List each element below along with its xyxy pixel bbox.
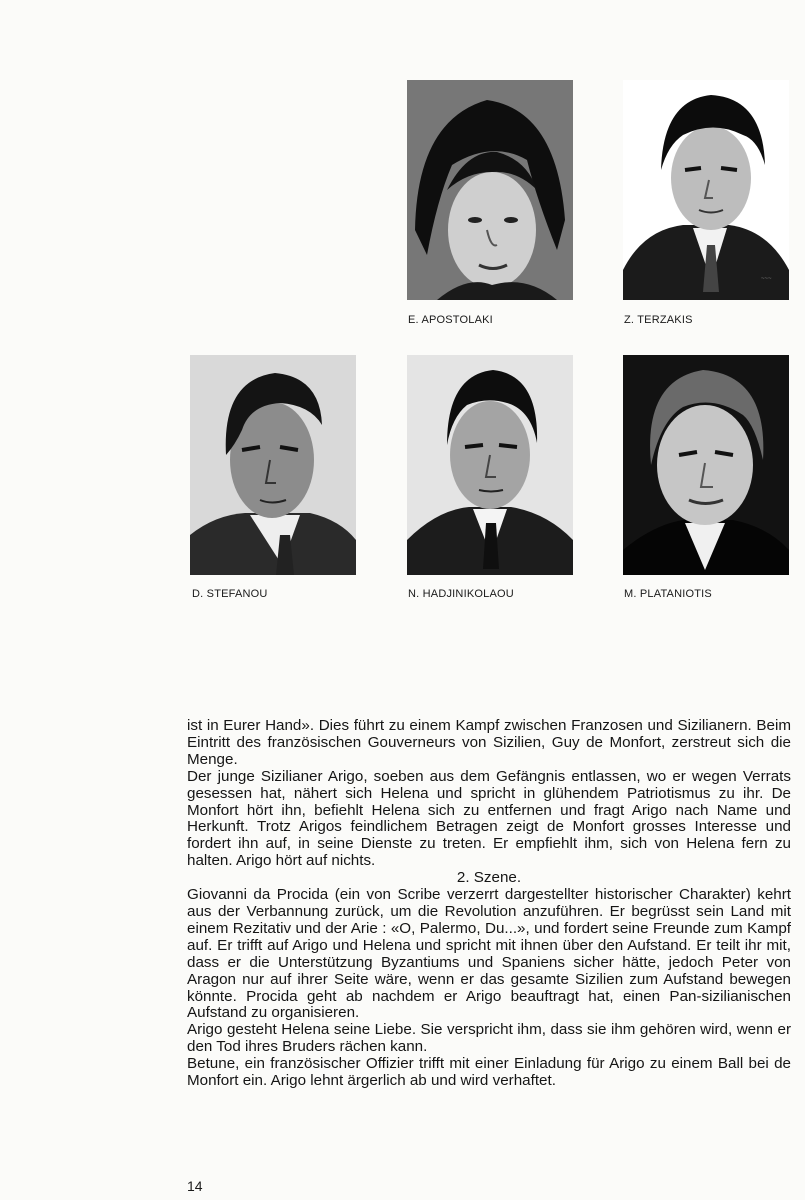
caption-hadjinikolaou: N. HADJINIKOLAOU: [408, 588, 514, 600]
svg-text:~~~: ~~~: [761, 276, 772, 282]
paragraph-4: Arigo gesteht Helena seine Liebe. Sie verspricht ihm, dass sie ihm gehören wird, wenn er den Tod ihres Bruders rächen kann.: [187, 1021, 791, 1056]
portrait-photo-stefanou: [190, 355, 356, 575]
scene-heading: 2. Szene.: [456, 869, 522, 887]
paragraph-1: ist in Eurer Hand». Dies führt zu einem Kampf zwischen Franzosen und Sizilianern. Beim Eintritt des französischen Gouverneurs von Sizilien, Guy de Monfort, zerstreut sich die Menge.: [187, 717, 791, 768]
portrait-photo-apostolaki: [407, 80, 573, 300]
caption-apostolaki: E. APOSTOLAKI: [408, 314, 493, 326]
portrait-photo-terzakis: [623, 80, 789, 300]
paragraph-2: Der junge Sizilianer Arigo, soeben aus dem Gefängnis entlassen, wo er wegen Verrats gesessen hat, nähert sich Helena und spricht in glühendem Patriotismus zu ihr. De Monfort hört ihn, befiehlt Helena sich zu entfernen und fragt Arigo nach Name und Herkunft. Trotz Arigos feindlichem Betragen zeigt de Monfort grosses Interesse und fordert ihn auf, in seine Dienste zu treten. Er empfiehlt ihm, sich von Helena fern zu halten. Arigo hört auf nichts.: [187, 767, 791, 870]
page-number: 14: [187, 1178, 203, 1194]
paragraph-3: Giovanni da Procida (ein von Scribe verzerrt dargestellter historischer Charakter) kehrt aus der Verbannung zurück, um die Revolution anzuführen. Er begrüsst sein Land mit einem Rezitativ und der Arie : «O, Palermo, Du...», und fordert seine Freunde zum Kampf auf. Er trifft auf Arigo und Helena und spricht mit ihnen über den Aufstand. Er teilt ihr mit, dass er die Unterstützung Byzantiums und Spaniens sicher hätte, jedoch Peter von Aragon nur auf ihrer Seite wäre, wenn er das gesamte Sizilien zum Aufstand bewegen könnte. Procida geht ab nachdem er Arigo beauftragt hat, einen Pan-sizilianischen Aufstand zu organisieren.: [187, 886, 791, 1022]
portrait-photo-plataniotis: [623, 355, 789, 575]
portrait-photo-hadjinikolaou: [407, 355, 573, 575]
caption-plataniotis: M. PLATANIOTIS: [624, 588, 712, 600]
paragraph-5: Betune, ein französischer Offizier trifft mit einer Einladung für Arigo zu einem Ball bei de Monfort ein. Arigo lehnt ärgerlich ab und wird verhaftet.: [187, 1055, 791, 1090]
caption-stefanou: D. STEFANOU: [192, 588, 268, 600]
caption-terzakis: Z. TERZAKIS: [624, 314, 693, 326]
synopsis-text: [187, 718, 791, 1090]
